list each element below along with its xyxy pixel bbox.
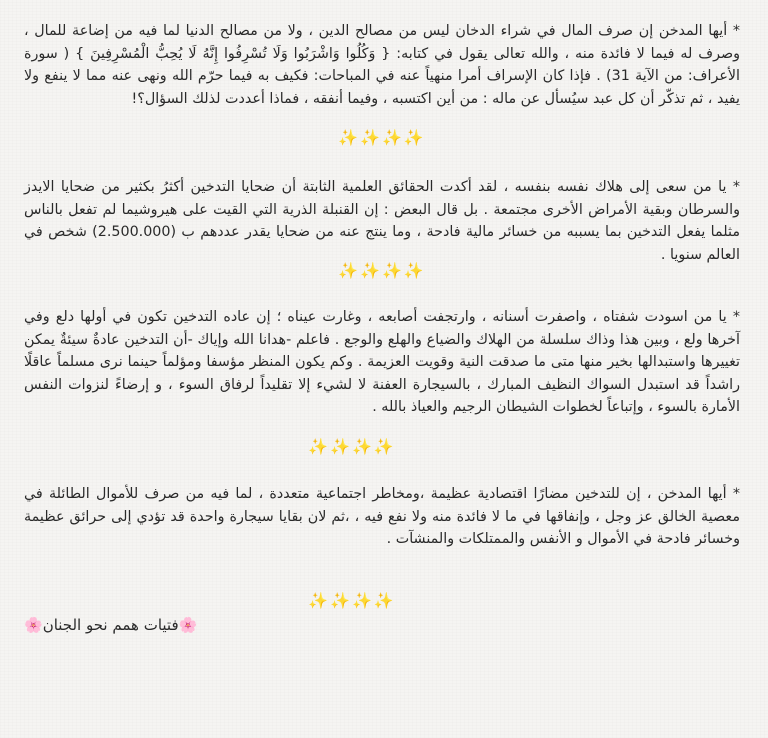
paragraph-1: * أيها المدخن إن صرف المال في شراء الدخان ليس من مصالح الدين ، ولا من مصالح الدنيا لما فيه من إضاعة للمال ، وصرف له فيما لا فائدة منه ، والله تعالى يقول في كتابه: { وَكُلُوا وَاشْرَبُوا وَلَا تُسْرِفُوا إِنَّهُ لَا يُحِبُّ الْمُسْرِفِينَ } ( سورة الأعراف: من الآية 31) . فإذا كان الإسراف أمرا منهياً عنه في المباحات: فكيف به فيما حرّم الله ونهى عنه مما لا ينفع ولا يفيد ، ثم تذكّر أن كل عبد سيُسأل عن ماله : من أين اكتسبه ، وفيما أنفقه ، فماذا أعددت لذلك السؤال؟!	[24, 23, 741, 107]
signature	[24, 614, 740, 636]
signature-text: فتيات همم نحو الجنان	[42, 616, 179, 634]
paragraph-3: * يا من اسودت شفتاه ، واصفرت أسنانه ، وارتجفت أصابعه ، وغارت عيناه ؛ إن عاده التدخين تكون في أولها دلع وفي آخرها ولع ، وبين هذا وذاك سلسلة من الهلاك والضياع والهلع والوجع . فاعلم -هدانا الله وإياك -أن التدخين عادةٌ سيئةٌ يمكن تغييرها واستبدالها بخير منها متى ما صدقت النية وقويت العزيمة . وكم يكون المنظر مؤسفا ومؤلماً حينما نرى مسلماً عاقلًا راشداً قد استبدل السواك النظيف المبارك ، بالسيجارة العفنة لا لشيء إلا تقليداً لرفاق السوء ، و إرضاءً لنزوات النفس الأمارة بالسوء ، وإتباعاً لخطوات الشيطان الرجيم والعياذ بالله .	[24, 309, 740, 415]
sparkles-divider-4: ✨✨✨✨	[308, 591, 396, 610]
flower-icon: 🌸	[178, 616, 198, 634]
sparkles-divider-3: ✨✨✨✨	[308, 437, 396, 456]
paragraph-4: * أيها المدخن ، إن للتدخين مضارًا اقتصادية عظيمة ،ومخاطر اجتماعية متعددة ، لما فيه من صرف للأموال الطائلة في معصية الخالق عز وجل ، وإنفاقها في ما لا فائدة منه ولا نفع فيه ، ،ثم لان بقايا سيجارة واحدة قد تؤدي إلى حرائق عظيمة وخسائر فادحة في الأموال و الأنفس والممتلكات والمنشآت .	[24, 486, 740, 547]
flower-icon: 🌸	[24, 616, 43, 634]
sparkles-divider-2: ✨✨✨✨	[338, 261, 426, 280]
paragraph-2: * يا من سعى إلى هلاك نفسه بنفسه ، لقد أكدت الحقائق العلمية الثابتة أن ضحايا التدخين أكثرُ بكثير من ضحايا الايدز والسرطان وبقية الأمراض الأخرى مجتمعة . بل قال البعض : إن القنبلة الذرية التي القيت على هيروشيما لم تفعل بالناس مثلما يفعل التدخين بما يسببه من خسائر مالية فادحة ، وما ينتج عنه من ضحايا يقدر عددهم ب (2.500.000) شخص في العالم سنويا .	[24, 179, 741, 263]
sparkles-divider-1: ✨✨✨✨	[338, 128, 426, 147]
faded-header-text	[544, 0, 744, 6]
